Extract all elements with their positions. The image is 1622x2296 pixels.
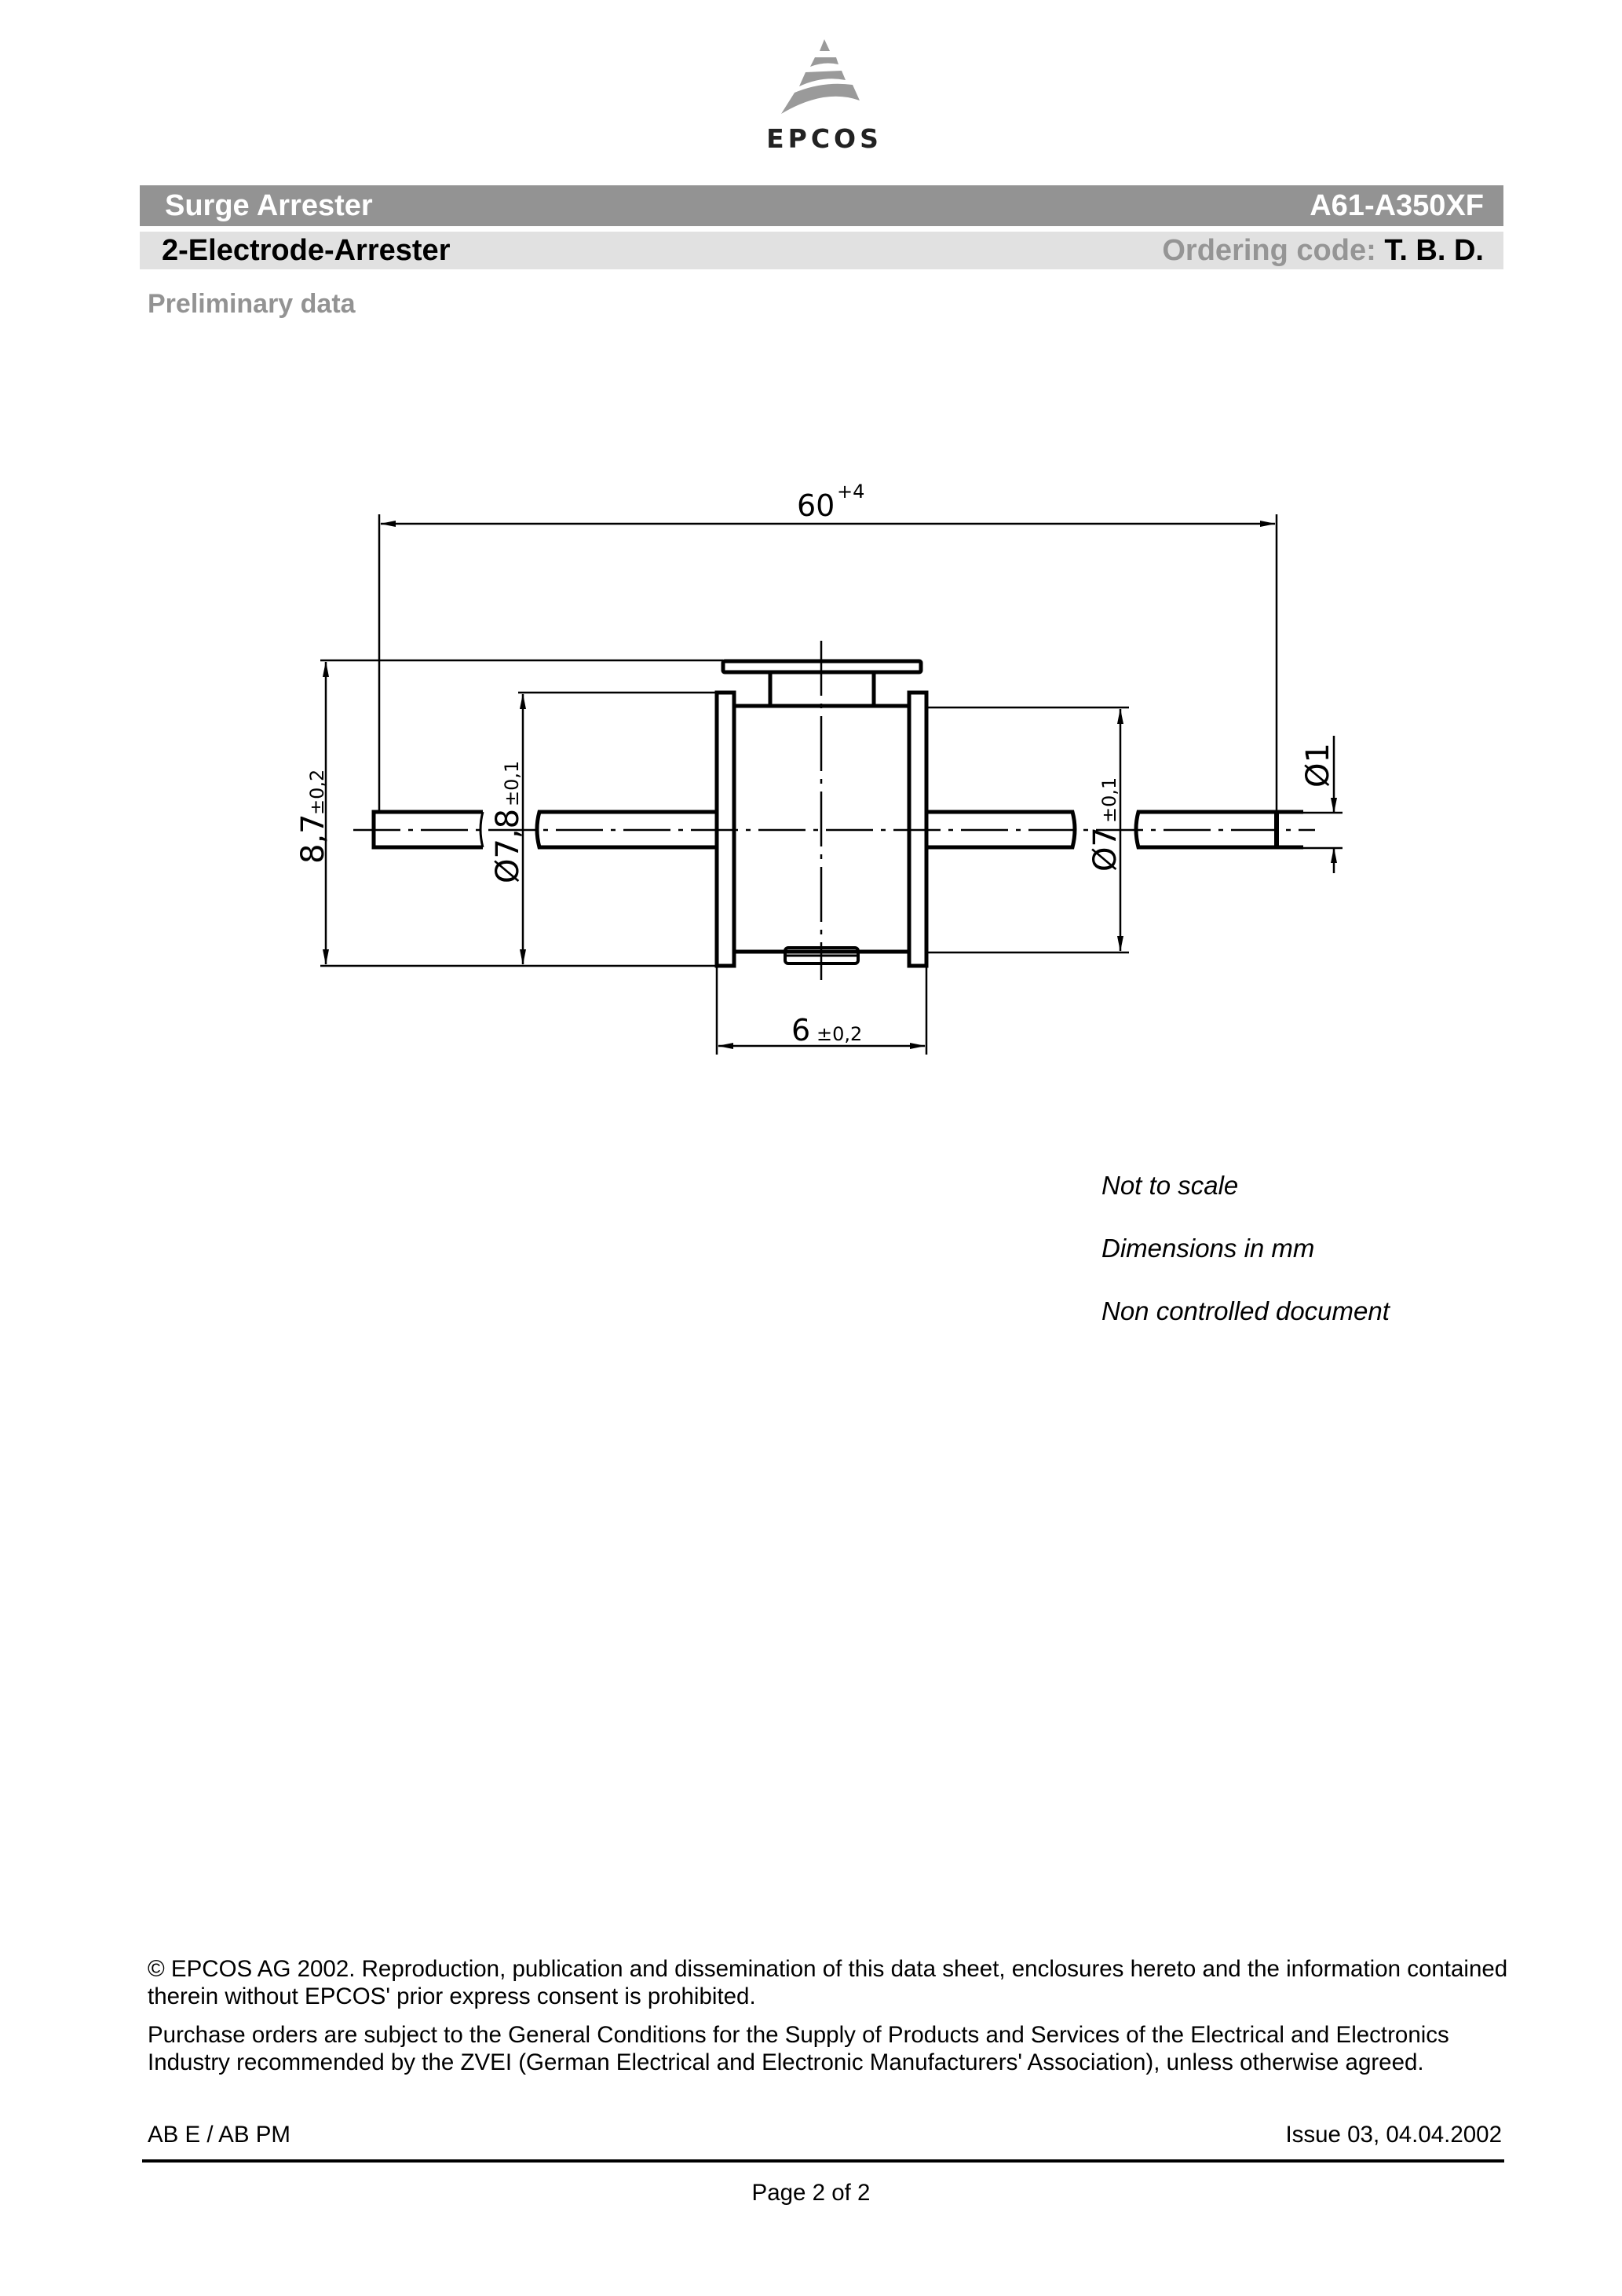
overall-length-value: 60 <box>797 488 835 523</box>
drawing-notes <box>1101 1170 1390 1358</box>
overall-length-tolerance: +4 <box>837 481 865 503</box>
ordering-code-value: T. B. D. <box>1384 234 1484 267</box>
flange-diameter-tolerance: ±0,1 <box>501 760 523 806</box>
copyright-text: © EPCOS AG 2002. Reproduction, publication and dissemination of this data sheet, enclosures hereto and the information contained therein without EPCOS' prior express consent is prohibited. <box>148 1956 1508 2009</box>
body-length-tolerance: ±0,2 <box>816 1023 863 1045</box>
legal-notice <box>148 1955 1514 2087</box>
page-number: Page 2 of 2 <box>751 2180 871 2206</box>
footer-divider <box>142 2159 1504 2163</box>
height-tolerance: ±0,2 <box>306 769 328 815</box>
purchase-terms-text: Purchase orders are subject to the General Conditions for the Supply of Products and Services of the Electrical and Electronics Industry recommended by the ZVEI (German Electrical and Electronic Manufacturers' Association), unless otherwise agreed. <box>148 2022 1449 2075</box>
ordering-code-label: Ordering code: <box>1162 234 1376 267</box>
wire-diameter-value: Ø1 <box>1300 743 1336 788</box>
dimension-lines <box>320 514 1343 1055</box>
footer-issue: Issue 03, 04.04.2002 <box>1285 2122 1502 2148</box>
flange-diameter-value: Ø7,8 <box>490 808 526 883</box>
product-subtitle: 2-Electrode-Arrester <box>162 234 451 267</box>
note-units: Dimensions in mm <box>1101 1234 1315 1263</box>
brand-name: EPCOS <box>766 123 882 154</box>
body-length-value: 6 <box>791 1013 811 1047</box>
height-value: 8,7 <box>295 813 331 864</box>
part-number: A61-A350XF <box>1310 189 1484 222</box>
body-diameter-value: Ø7 <box>1087 827 1123 872</box>
product-category: Surge Arrester <box>165 189 373 222</box>
body-diameter-tolerance: ±0,1 <box>1098 777 1120 823</box>
note-control: Non controlled document <box>1101 1296 1390 1325</box>
footer-department: AB E / AB PM <box>148 2122 290 2148</box>
preliminary-data-label: Preliminary data <box>148 289 356 319</box>
dimension-drawing <box>0 0 1622 1139</box>
note-scale: Not to scale <box>1101 1171 1239 1200</box>
